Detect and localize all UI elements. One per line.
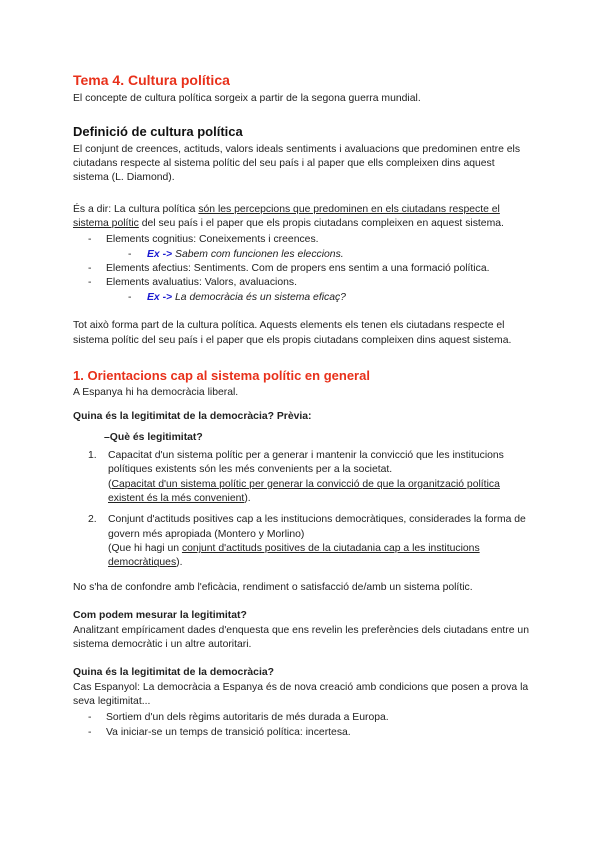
list-item: 1. Capacitat d'un sistema polític per a generar i mantenir la convicció que les institucions polítiques existents són les més convenients per a la societat. (Capacitat d'un sistema polític per generar la convicció de que la organització política existent és la més convenient).	[88, 449, 504, 505]
section1-heading: 1. Orientacions cap al sistema polític en general	[73, 367, 370, 383]
question-democracy: Quina és la legitimitat de la democràcia?	[73, 667, 274, 679]
list-item: - Elements avaluatius: Valors, avaluacions.	[73, 276, 530, 290]
elements-list	[73, 233, 530, 305]
list-item: - Sortiem d'un dels règims autoritaris de més durada a Europa.	[73, 711, 530, 725]
section1-line: A Espanya hi ha democràcia liberal.	[73, 386, 239, 398]
note-paragraph: No s'ha de confondre amb l'eficàcia, rendiment o satisfacció de/amb un sistema polític.	[73, 581, 473, 593]
es-a-dir-paragraph: És a dir: La cultura política són les percepcions que predominen en els ciutadans respecte el sistema polític del seu país i el paper que els propis ciutadans compleixen en aquest sistema.	[73, 203, 504, 230]
question-what-is-legitimacy: –Què és legitimitat?	[104, 431, 203, 443]
spanish-case-paragraph: Cas Espanyol: La democràcia a Espanya és de nova creació amb condicions que posen a prova la seva legitimitat...	[73, 681, 529, 707]
measure-paragraph: Analitzant empíricament dades d'enquesta que ens revelin les preferències dels ciutadans entre un sistema democràtic i un altre autoritari.	[73, 624, 529, 650]
example-item: - Ex -> Sabem com funcionen les eleccions.	[73, 248, 530, 262]
example-item: - Ex -> La democràcia és un sistema eficaç?	[73, 291, 530, 305]
list-item: - Va iniciar-se un temps de transició política: incertesa.	[73, 726, 530, 740]
spanish-case-list	[73, 711, 530, 740]
legitimacy-definitions-list	[73, 449, 530, 571]
definition-paragraph: El conjunt de creences, actituds, valors ideals sentiments i avaluacions que predominen entre els ciutadans respecte al sistema polític del seu país i al paper que ells compleixen dins aquest sistema (L. Diamond).	[73, 143, 521, 184]
list-item: - Elements afectius: Sentiments. Com de propers ens sentim a una formació política.	[73, 262, 530, 276]
intro-paragraph: El concepte de cultura política sorgeix a partir de la segona guerra mundial.	[73, 93, 421, 105]
question-measure: Com podem mesurar la legitimitat?	[73, 610, 247, 622]
question-legitimacy: Quina és la legitimitat de la democràcia? Prèvia:	[73, 411, 312, 423]
summary-paragraph: Tot això forma part de la cultura política. Aquests elements els tenen els ciutadans respecte el sistema polític del seu país i el paper que els propis ciutadans compleixen dins aquest sistema.	[73, 320, 512, 346]
list-item: - Elements cognitius: Coneixements i creences.	[73, 233, 530, 247]
list-item: 2. Conjunt d'actituds positives cap a les institucions democràtiques, considerades la forma de govern més apropiada (Montero y Morlino) (Que hi hagi un conjunt d'actituds positives de la ciutadania cap a les institucions democràtiques).	[88, 514, 526, 569]
page-title: Tema 4. Cultura política	[73, 72, 230, 88]
underlined-definition: són les percepcions que predominen en els ciutadans respecte el sistema polític	[73, 203, 500, 230]
definition-heading: Definició de cultura política	[73, 123, 243, 139]
